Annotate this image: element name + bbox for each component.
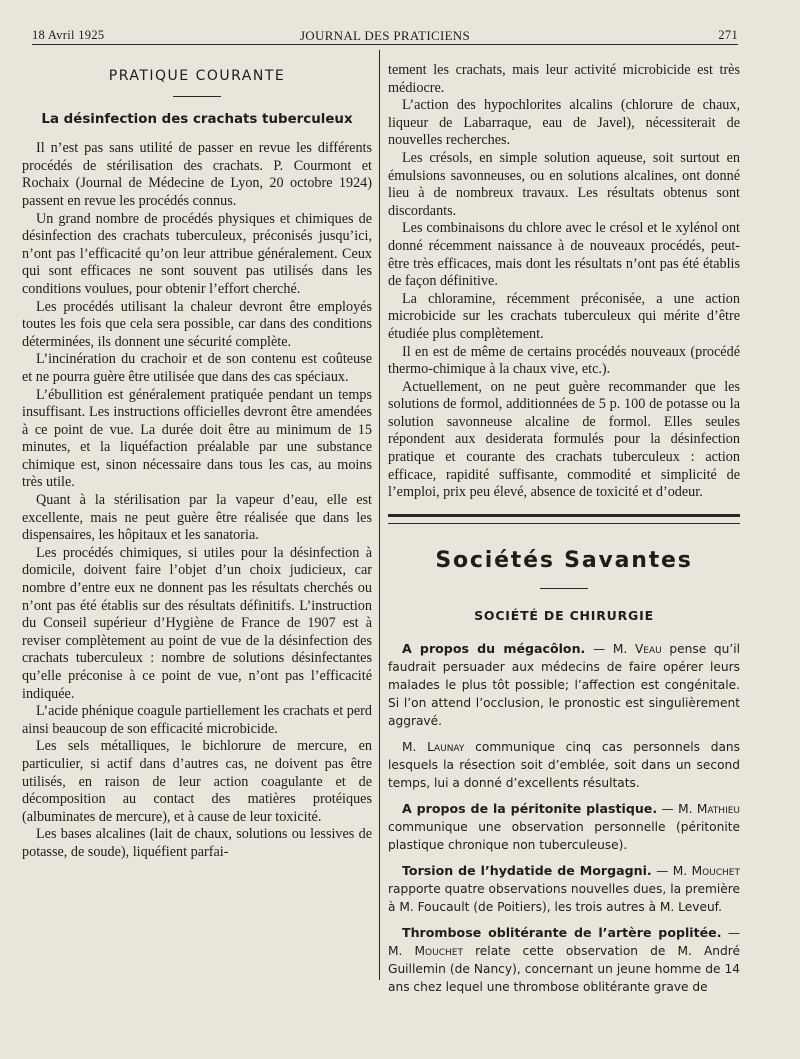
paragraph: Les procédés chimiques, si utiles pour la désinfection à domicile, doivent faire l’objet d’un choix judicieux, car nombre d’entre eux ne donnent pas les résultats cherchés ou n’ont pas été établis sur des résultats définitifs. L’instruction du Conseil supérieur d’Hygiène de France de 1907 est à reviser complètement au point de vue de la désinfection des crachats tuberculeux : nombre de solutions désinfectantes qu’elle préconise à ce point de vue, n’ont pas l’efficacité indiquée. <box>22 544 372 702</box>
paragraph: tement les crachats, mais leur activité microbicide est très médiocre. <box>388 62 740 96</box>
entry-dash: — M. <box>585 642 635 656</box>
paragraph: L’incinération du crachoir et de son contenu est coûteuse et ne pourra guère être utilisée que dans des cas spéciaux. <box>22 351 372 385</box>
entry-text: communique une observation personnelle (péritonite plastique chronique non tuberculeuse). <box>388 820 740 852</box>
entry-title: A propos du mégacôlon. <box>402 641 586 656</box>
right-column-bottom <box>388 640 740 1004</box>
section-rule <box>173 96 221 97</box>
societes-rule <box>540 588 588 589</box>
section-title: PRATIQUE COURANTE <box>108 68 286 84</box>
paragraph: L’acide phénique coagule partiellement les crachats et perd ainsi beaucoup de son efficacité microbicide. <box>22 703 372 737</box>
paragraph: Il n’est pas sans utilité de passer en revue les différents procédés de stérilisation des crachats. P. Courmont et Rochaix (Journal de Médecine de Lyon, 20 octobre 1924) passent en revue les procédés connus. <box>22 140 372 209</box>
entry-title: Torsion de l’hydatide de Morgagni. <box>402 863 652 878</box>
article-title: La désinfection des crachats tuberculeux <box>41 111 353 127</box>
header-page-number: 271 <box>718 28 738 42</box>
paragraph: L’action des hypochlorites alcalins (chlorure de chaux, liqueur de Labarraque, eau de Javel), nécessiterait de nouvelles recherches. <box>388 97 740 149</box>
header-date: 18 Avril 1925 <box>32 28 105 42</box>
paragraph: Il en est de même de certains procédés nouveaux (procédé thermo-chimique à la chaux vive, etc.). <box>388 343 740 378</box>
paragraph: Les bases alcalines (lait de chaux, solutions ou lessives de potasse, de soude), liquéfient parfai- <box>22 826 372 860</box>
entry-author: Veau <box>634 642 662 656</box>
paragraph: L’ébullition est généralement pratiquée pendant un temps insuffisant. Les instructions officielles devront être amendées à ce point de vue. La durée doit être au minimum de 15 minutes, et la liquéfaction préalable par une substance chimique est, sinon nécessaire dans tous les cas, au moins très utile. <box>22 386 372 491</box>
society-entry <box>388 640 740 730</box>
entry-dash: M. <box>402 740 428 754</box>
header-journal-title: JOURNAL DES PRATICIENS <box>299 28 471 43</box>
society-entry <box>388 924 740 996</box>
entry-title: A propos de la péritonite plastique. <box>402 801 658 816</box>
left-column <box>22 62 372 862</box>
entry-text: rapporte quatre observations nouvelles dues, la première à M. Foucault (de Poitiers), les trois autres à M. Leveuf. <box>388 882 740 914</box>
paragraph: Les combinaisons du chlore avec le crésol et le xylénol ont donné récemment naissance à de nouveaux procédés, peut-être très efficaces, mais dont les résultats n’ont pas été établis de façon définitive. <box>388 220 740 290</box>
paragraph: Les procédés utilisant la chaleur devront être employés toutes les fois que cela sera possible, car dans des conditions déterminées, ils donnent une sécurité complète. <box>22 298 372 350</box>
entry-author: Mathieu <box>696 802 740 816</box>
entry-text: relate cette observation de M. André Guillemin (de Nancy), concernant un jeune homme de 14 ans chez lequel une thrombose oblitérante grave de <box>388 944 740 994</box>
entry-dash: — M. <box>388 926 741 958</box>
society-subheading: SOCIÉTÉ DE CHIRURGIE <box>474 608 654 623</box>
paragraph: Actuellement, on ne peut guère recommander que les solutions de formol, additionnées de 5 p. 100 de potasse ou la solution savonneuse alcaline de formol. Elles seules répondent aux desiderata formulés pour la désinfection pratique et courante des crachats tuberculeux : action efficace, rapidité suffisante, commodité et simplicité de l’emploi, prix peu élevé, absence de toxicité et d’odeur. <box>388 378 740 501</box>
header-rule <box>32 44 738 45</box>
paragraph: La chloramine, récemment préconisée, a une action microbicide sur les crachats tuberculeux qui mérite d’être étudiée plus complètement. <box>388 290 740 342</box>
society-entry <box>388 800 740 854</box>
paragraph: Les crésols, en simple solution aqueuse, soit surtout en émulsions savonneuses, ou en solutions alcalines, ont donné lieu à de nombreux travaux. Les résultats obtenus sont discordants. <box>388 149 740 219</box>
entry-title: Thrombose oblitérante de l’artère poplitée. <box>402 925 722 940</box>
entry-text: pense qu’il faudrait persuader aux médecins de faire opérer leurs malades le plus tôt possible; l’affection est congénitale. Si l’on attend l’occlusion, le pronostic est singulièrement aggravé. <box>388 642 740 728</box>
societes-heading: Sociétés Savantes <box>435 548 693 573</box>
entry-author: Launay <box>427 740 465 754</box>
running-header <box>32 24 738 46</box>
paragraph: Un grand nombre de procédés physiques et chimiques de désinfection des crachats tuberculeux, préconisés jusqu’ici, n’ont pas l’efficacité qu’on leur attribue généralement. Ceux qui sont efficaces ne sont souvent pas utilisés dans les conditions voulues, pour obtenir l’effort cherché. <box>22 210 372 297</box>
society-entry <box>388 738 740 792</box>
right-column-top <box>388 62 740 502</box>
section-double-rule <box>388 514 740 524</box>
paragraph: Quant à la stérilisation par la vapeur d’eau, elle est excellente, mais ne peut guère être réalisée que dans les dispensaires, les hôpitaux et les sanatoria. <box>22 492 372 544</box>
paragraph: Les sels métalliques, le bichlorure de mercure, en particulier, si actif dans d’autres cas, ne doivent pas être utilisés, en raison de leur action coagulante et de décomposition au contact des matières protéiques (albuminates de mercure), et à cause de leur toxicité. <box>22 738 372 825</box>
society-entry <box>388 862 740 916</box>
entry-dash: — M. <box>657 802 697 816</box>
entry-author: Mouchet <box>691 864 740 878</box>
entry-author: Mouchet <box>414 944 463 958</box>
column-divider <box>379 50 380 980</box>
entry-dash: — M. <box>651 864 692 878</box>
entry-text: communique cinq cas personnels dans lesquels la résection soit d’emblée, soit dans un second temps, lui a donné d’excellents résultats. <box>388 740 740 790</box>
